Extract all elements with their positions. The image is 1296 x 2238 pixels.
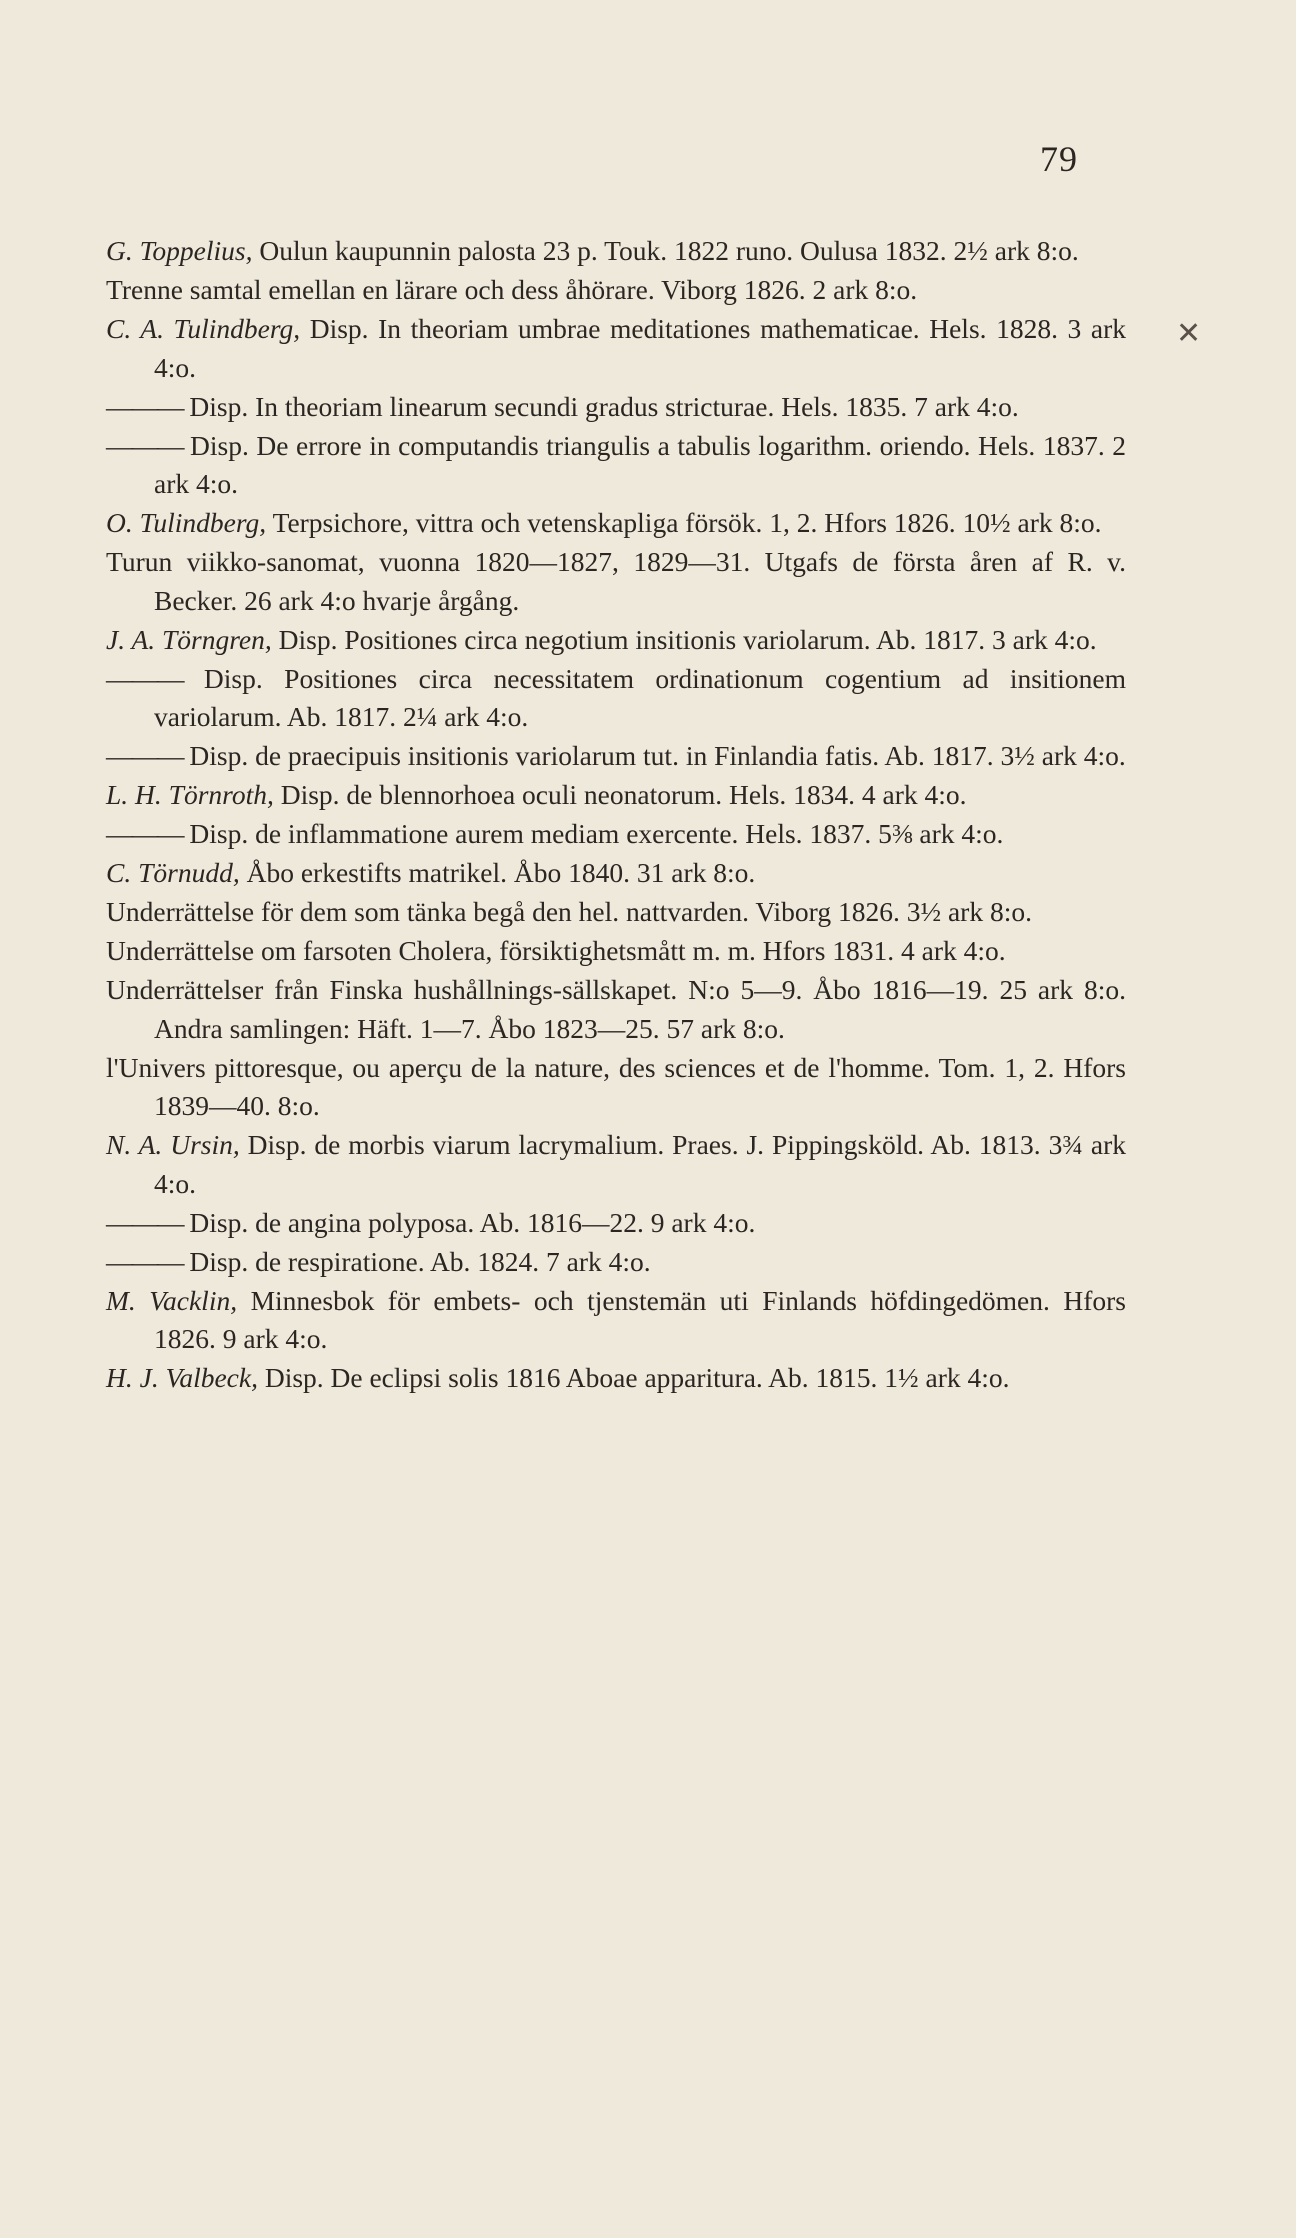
entry-text: Underrättelse om farsoten Cholera, försiktighetsmått m. m. Hfors 1831. 4 ark 4:o.: [106, 935, 1006, 967]
entry-ursin-2: [106, 1204, 1126, 1243]
entry-author: L. H. Törnroth,: [106, 779, 274, 811]
entry-underrattelser: [106, 971, 1126, 1048]
entry-torngren-1: [106, 621, 1126, 660]
entry-underrattelse-2: [106, 932, 1126, 971]
entry-text: Disp. De eclipsi solis 1816 Aboae apparitura. Ab. 1815. 1½ ark 4:o.: [257, 1362, 1010, 1394]
entry-text: Disp. De errore in computandis triangulis a tabulis logarithm. oriendo. Hels. 1837. 2 ark 4:o.: [154, 429, 1126, 500]
entry-text: Disp. de blennorhoea oculi neonatorum. Hels. 1834. 4 ark 4:o.: [273, 779, 967, 811]
entry-text: Underrättelser från Finska hushållnings-sällskapet. N:o 5—9. Åbo 1816—19. 25 ark 8:o. Andra samlingen: Häft. 1—7. Åbo 1823—25. 57 ark 8:o.: [106, 974, 1126, 1044]
entry-author: G. Toppelius,: [106, 235, 253, 266]
entry-univers: [106, 1049, 1126, 1126]
entry-dash: ———: [106, 740, 183, 772]
entry-dash: ———: [106, 390, 183, 422]
entry-author: C. Törnudd,: [106, 857, 240, 889]
entry-text: Disp. de angina polyposa. Ab. 1816—22. 9 ark 4:o.: [182, 1206, 756, 1238]
entry-toppelius: [106, 232, 1126, 271]
entry-dash: ———: [106, 1245, 183, 1277]
entry-dash: ———: [106, 818, 183, 850]
entry-dash: ———: [106, 662, 183, 694]
entry-ursin-3: [106, 1243, 1126, 1282]
entry-tulindberg-3: [106, 427, 1126, 504]
entry-text: Disp. de praecipuis insitionis variolarum tut. in Finlandia fatis. Ab. 1817. 3½ ark 4:o.: [182, 740, 1126, 772]
margin-mark: ✕: [1176, 317, 1202, 350]
entry-text: Underrättelse för dem som tänka begå den hel. nattvarden. Viborg 1826. 3½ ark 8:o.: [106, 896, 1032, 928]
bibliography-entries: [106, 232, 1126, 1398]
entry-text: Turun viikko-sanomat, vuonna 1820—1827, 1829—31. Utgafs de första åren af R. v. Becker. 26 ark 4:o hvarje årgång.: [106, 546, 1126, 616]
entry-tornudd: [106, 854, 1126, 893]
entry-text: Disp. de morbis viarum lacrymalium. Praes. J. Pippingsköld. Ab. 1813. 3¾ ark 4:o.: [154, 1129, 1126, 1199]
entry-text: Disp. de inflammatione aurem mediam exercente. Hels. 1837. 5⅜ ark 4:o.: [182, 818, 1004, 850]
entry-turun-viikko: [106, 543, 1126, 620]
entry-text: Terpsichore, vittra och vetenskapliga försök. 1, 2. Hfors 1826. 10½ ark 8:o.: [266, 507, 1102, 539]
entry-author: O. Tulindberg,: [106, 507, 267, 539]
entry-text: Disp. In theoriam linearum secundi gradus stricturae. Hels. 1835. 7 ark 4:o.: [182, 390, 1019, 422]
entry-dash: ———: [106, 429, 183, 461]
page-number: 79: [1040, 139, 1078, 179]
entry-text: Trenne samtal emellan en lärare och dess åhörare. Viborg 1826. 2 ark 8:o.: [106, 273, 918, 305]
entry-text: Disp. Positiones circa necessitatem ordinationum cogentium ad insitionem variolarum. Ab. 1817. 2¼ ark 4:o.: [154, 662, 1126, 733]
entry-torngren-2: [106, 660, 1126, 737]
entry-o-tulindberg: [106, 504, 1126, 543]
entry-text: l'Univers pittoresque, ou aperçu de la nature, des sciences et de l'homme. Tom. 1, 2. Hfors 1839—40. 8:o.: [106, 1051, 1126, 1122]
entry-text: Åbo erkestifts matrikel. Åbo 1840. 31 ark 8:o.: [239, 857, 756, 889]
entry-text: Oulun kaupunnin palosta 23 p. Touk. 1822 runo. Oulusa 1832. 2½ ark 8:o.: [252, 235, 1079, 266]
entry-vacklin: [106, 1282, 1126, 1359]
entry-text: Disp. Positiones circa negotium insitionis variolarum. Ab. 1817. 3 ark 4:o.: [271, 623, 1097, 655]
entry-text: Minnesbok för embets- och tjenstemän uti Finlands höfdingedömen. Hfors 1826. 9 ark 4:o.: [154, 1284, 1126, 1355]
entry-author: M. Vacklin,: [106, 1284, 238, 1316]
entry-ursin-1: [106, 1126, 1126, 1203]
entry-tornroth-1: [106, 776, 1126, 815]
entry-tornroth-2: [106, 815, 1126, 854]
entry-author: H. J. Valbeck,: [106, 1362, 258, 1394]
entry-author: J. A. Törngren,: [106, 623, 272, 655]
entry-tulindberg-1: [106, 310, 1126, 387]
entry-torngren-3: [106, 737, 1126, 776]
entry-text: Disp. de respiratione. Ab. 1824. 7 ark 4:o.: [182, 1245, 651, 1277]
entry-author: N. A. Ursin,: [106, 1129, 240, 1161]
entry-text: Disp. In theoriam umbrae meditationes mathematicae. Hels. 1828. 3 ark 4:o.: [154, 312, 1126, 383]
entry-valbeck: [106, 1359, 1126, 1398]
entry-trenne-samtal: [106, 271, 1126, 310]
entry-dash: ———: [106, 1206, 183, 1238]
entry-tulindberg-2: [106, 388, 1126, 427]
entry-underrattelse-1: [106, 893, 1126, 932]
entry-author: C. A. Tulindberg,: [106, 312, 301, 344]
